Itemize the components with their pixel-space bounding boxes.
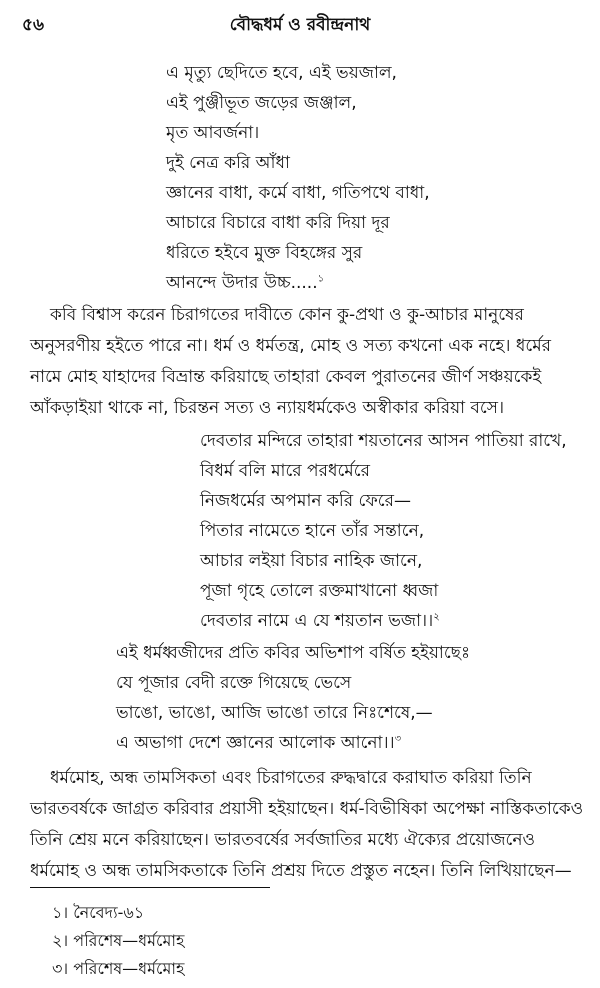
paragraph2-line-1: ধর্মমোহ, অন্ধ তামসিকতা এবং চিরাগতের রুদ্ধদ্বারে করাঘাত করিয়া তিনি [50,768,532,788]
verse1-line-8 [166,270,324,298]
paragraph2-line-4: ধর্মমোহ ও অন্ধ তামসিকতাকে তিনি প্রশ্রয় দিতে প্রস্তুত নহেন। তিনি লিখিয়াছেন— [30,861,572,881]
verse3-line-3 [116,730,401,758]
verse1-line-3: মৃত আবর্জনা। [166,123,260,143]
verse2-line-7 [200,608,440,636]
page-number: ৫৬ [22,15,45,35]
footnote-ref-2: ২ [433,611,440,623]
paragraph1-line-1: কবি বিশ্বাস করেন চিরাগতের দাবীতে কোন কু-প্রথা ও কু-আচার মানুষের [50,305,524,325]
verse2-line-1: দেবতার মন্দিরে তাহারা শয়তানের আসন পাতিয়া রাখে, [200,431,567,451]
verse2-line-2: বিধর্ম বলি মারে পরধর্মেরে [200,461,370,481]
paragraph1-line-4: আঁকড়াইয়া থাকে না, চিরন্তন সত্য ও ন্যায়ধর্মকেও অস্বীকার করিয়া বসে। [30,398,505,418]
footnote-ref-3: ৩ [394,733,402,745]
footnote-2: ২। পরিশেষ—ধর্মমোহ [52,931,185,950]
page-header [22,12,578,36]
verse1-line-4: দুই নেত্র করি আঁধা [166,153,290,173]
verse3-line-2: ভাঙো, ভাঙো, আজি ভাঙো তারে নিঃশেষে,— [116,703,433,723]
verse3-line-3-text: এ অভাগা দেশে জ্ঞানের আলোক আনো।। [116,733,395,753]
paragraph2-line-2: ভারতবর্ষকে জাগ্রত করিবার প্রয়াসী হইয়াছেন। ধর্ম-বিভীষিকা অপেক্ষা নাস্তিকতাকেও [30,799,584,819]
verse1-line-1: এ মৃত্যু ছেদিতে হবে, এই ভয়জাল, [166,63,397,83]
footnote-divider [30,887,270,888]
paragraph1-line-2: অনুসরণীয় হইতে পারে না। ধর্ম ও ধর্মতন্ত্র, মোহ ও সত্য কখনো এক নহে। ধর্মের [30,336,551,356]
paragraph2-line-3: তিনি শ্রেয় মনে করিয়াছেন। ভারতবর্ষের সর্বজাতির মধ্যে ঐক্যের প্রয়োজনেও [30,830,536,850]
footnote-3: ৩। পরিশেষ—ধর্মমোহ [52,959,185,978]
verse2-line-5: আচার লইয়া বিচার নাহিক জানে, [200,551,423,571]
verse2-line-7-text: দেবতার নামে এ যে শয়তান ভজা।। [200,611,434,631]
running-title: বৌদ্ধধর্ম ও রবীন্দ্রনাথ [229,15,371,35]
verse1-line-7: ধরিতে হইবে মুক্ত বিহঙ্গের সুর [166,243,363,263]
verse1-line-8-text: আনন্দে উদার উচ্চ..... [166,273,318,293]
verse1-line-5: জ্ঞানের বাধা, কর্মে বাধা, গতিপথে বাধা, [166,183,430,203]
verse1-line-2: এই পুঞ্জীভূত জড়ের জঞ্জাল, [166,93,357,113]
verse2-line-3: নিজধর্মের অপমান করি ফেরে— [200,491,411,511]
verse3-line-1: যে পূজার বেদী রক্তে গিয়েছে ভেসে [116,673,352,693]
footnote-1: ১। নৈবেদ্য-৬১ [52,903,145,922]
footnote-ref-1: ১ [317,273,325,285]
paragraph1-line-3: নামে মোহ যাহাদের বিভ্রান্ত করিয়াছে তাহারা কেবল পুরাতনের জীর্ণ সঞ্চয়কেই [30,367,542,387]
verse1-line-6: আচারে বিচারে বাধা করি দিয়া দূর [166,213,390,233]
intro-line: এই ধর্মধ্বজীদের প্রতি কবির অভিশাপ বর্ষিত হইয়াছেঃ [116,643,471,663]
verse2-line-6: পূজা গৃহে তোলে রক্তমাখানো ধ্বজা [200,581,439,601]
verse2-line-4: পিতার নামেতে হানে তাঁর সন্তানে, [200,521,425,541]
